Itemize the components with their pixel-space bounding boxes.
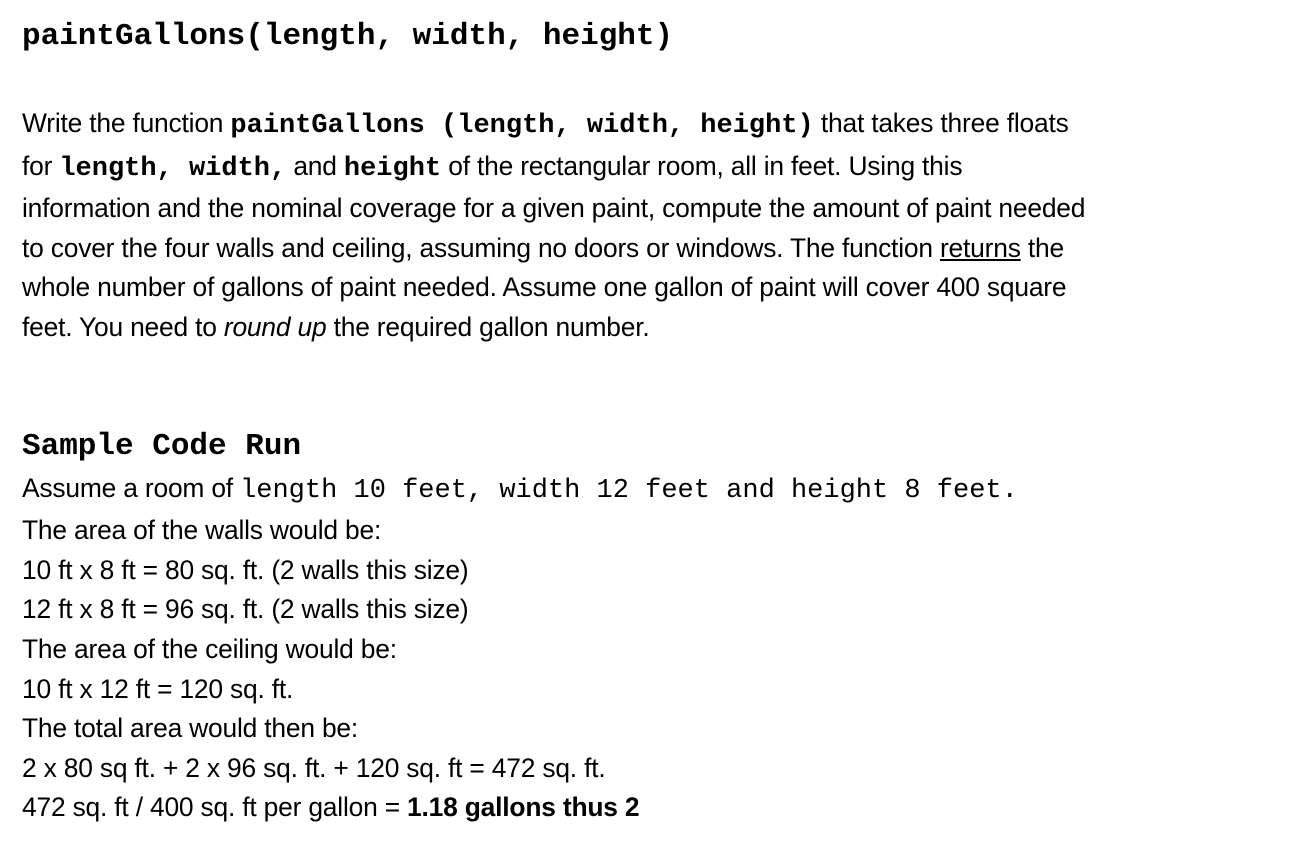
text-segment: for: [22, 150, 60, 181]
intro-line-4: [22, 229, 1282, 269]
intro-line-6: [22, 308, 1282, 348]
sample-line-8: 2 x 80 sq ft. + 2 x 96 sq. ft. + 120 sq. ft = 472 sq. ft.: [22, 752, 606, 783]
sample-line-4: 12 ft x 8 ft = 96 sq. ft. (2 walls this size): [22, 594, 469, 625]
round-up-emphasis: round up: [223, 311, 327, 342]
page-title: paintGallons(length, width, height): [22, 19, 674, 54]
result-bold: 1.18 gallons thus 2: [407, 792, 640, 823]
text-segment: the required gallon number.: [326, 311, 650, 342]
intro-line-3: information and the nominal coverage for a given paint, compute the amount of paint needed: [22, 193, 1086, 224]
text-segment: Write the function: [22, 108, 231, 138]
params-code: length, width,: [59, 153, 287, 184]
intro-line-5: whole number of gallons of paint needed. Assume one gallon of paint will cover 400 square: [22, 272, 1067, 303]
intro-line-1: [22, 104, 1282, 147]
height-param-code: height: [343, 153, 442, 184]
text-segment: that takes three floats: [813, 108, 1069, 138]
text-segment: to cover the four walls and ceiling, assuming no doors or windows. The function: [22, 232, 940, 263]
sample-line-3: 10 ft x 8 ft = 80 sq. ft. (2 walls this size): [22, 554, 469, 585]
sample-line-7: The total area would then be:: [22, 713, 359, 744]
document-page: [22, 14, 1282, 828]
room-dimensions-code: length 10 feet, width 12 feet and height 8 feet.: [240, 475, 1018, 506]
intro-line-2: [22, 147, 1282, 190]
text-segment: 472 sq. ft / 400 sq. ft per gallon =: [22, 792, 408, 823]
text-segment: and: [286, 150, 344, 181]
function-signature-code: paintGallons (length, width, height): [230, 111, 814, 141]
text-segment: feet. You need to: [22, 311, 224, 342]
text-segment: Assume a room of: [22, 472, 241, 503]
text-segment: the: [1020, 232, 1064, 263]
text-segment: of the rectangular room, all in feet. Using this: [441, 150, 963, 181]
sample-line-2: The area of the walls would be:: [22, 515, 382, 546]
sample-code-run-heading: Sample Code Run: [22, 428, 302, 464]
sample-line-5: The area of the ceiling would be:: [22, 633, 397, 664]
sample-line-9: [22, 788, 1282, 828]
sample-line-6: 10 ft x 12 ft = 120 sq. ft.: [22, 673, 294, 704]
sample-run-body: [22, 469, 1282, 828]
problem-description: [22, 104, 1282, 348]
sample-line-1: [22, 469, 1282, 512]
returns-underlined: returns: [939, 232, 1021, 263]
